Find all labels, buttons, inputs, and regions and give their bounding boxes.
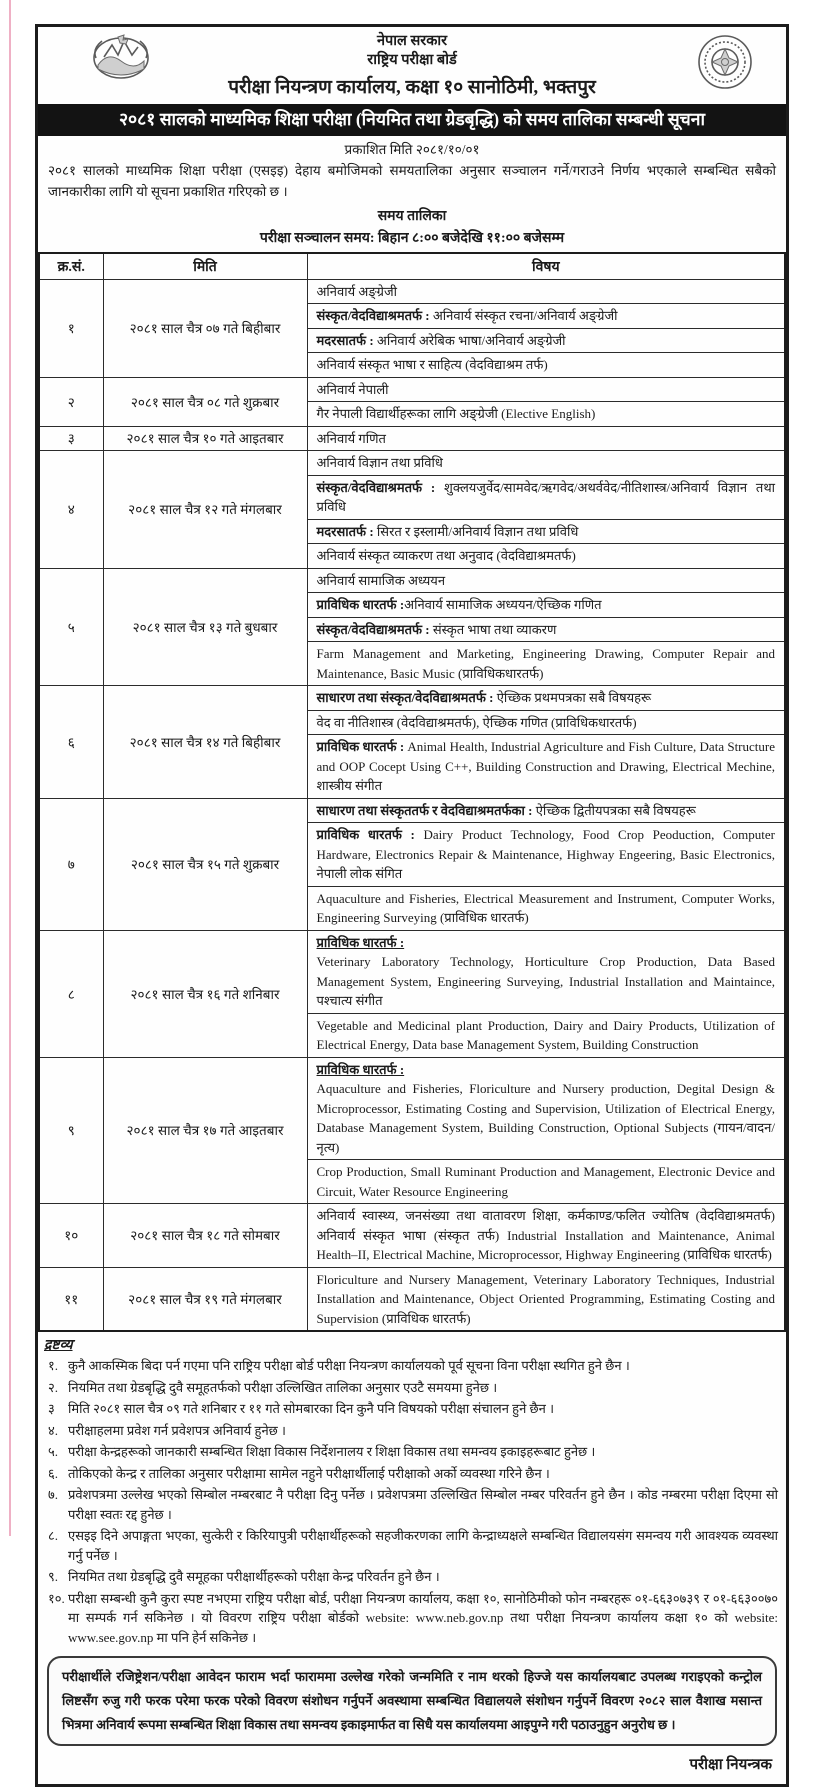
subject-cell: अनिवार्य संस्कृत व्याकरण तथा अनुवाद (वेदविद्याश्रमतर्फ) bbox=[307, 544, 785, 569]
note-text: परीक्षा केन्द्रहरूको जानकारी सम्बन्धित शिक्षा विकास निर्देशनालय र शिक्षा विकास तथा समन्वय इकाइहरूबाट हुनेछ । bbox=[68, 1444, 596, 1460]
subject-cell: गैर नेपाली विद्यार्थीहरूका लागि अङ्ग्रेजी (Elective English) bbox=[307, 402, 785, 427]
row-serial-number: ८ bbox=[39, 930, 103, 1057]
note-text: नियमित तथा ग्रेडबृद्धि दुवै समूहतर्फको परीक्षा उल्लिखित तालिका अनुसार एउटै समयमा हुनेछ । bbox=[68, 1379, 498, 1395]
neb-seal-icon bbox=[696, 33, 754, 91]
subject-stream-prefix: प्राविधिक धारतर्फ : bbox=[316, 1061, 405, 1077]
note-number: १०. bbox=[48, 1590, 65, 1606]
note-number: १. bbox=[48, 1358, 59, 1374]
note-number: ६. bbox=[48, 1465, 59, 1481]
notes-section bbox=[38, 1332, 786, 1647]
table-row bbox=[39, 1267, 785, 1331]
schedule-heading: समय तालिका bbox=[377, 208, 447, 224]
subject-cell: वेद वा नीतिशास्त्र (वेदविद्याश्रमतर्फ), ऐच्छिक गणित (प्राविधिकधारतर्फ) bbox=[307, 710, 785, 735]
subject-stream-prefix: संस्कृत/वेदविद्याश्रमतर्फ : bbox=[316, 621, 433, 637]
table-row bbox=[39, 798, 785, 823]
header-lines bbox=[108, 32, 716, 99]
subject-cell: अनिवार्य सामाजिक अध्ययन bbox=[307, 568, 785, 593]
col-header-serial: क्र.सं. bbox=[39, 253, 103, 280]
government-line: नेपाल सरकार bbox=[376, 33, 448, 49]
table-row bbox=[39, 930, 785, 1013]
row-serial-number: ९ bbox=[39, 1057, 103, 1204]
note-item bbox=[44, 1399, 778, 1419]
note-number: ७. bbox=[48, 1487, 59, 1503]
note-number: २. bbox=[48, 1379, 59, 1395]
row-serial-number: ६ bbox=[39, 686, 103, 799]
subject-cell: Farm Management and Marketing, Engineering Drawing, Computer Repair and Maintenance, Basic Music (प्राविधिकधारतर्फ) bbox=[307, 642, 785, 686]
exam-date: २०८१ साल चैत्र १८ गते सोमबार bbox=[103, 1204, 307, 1268]
note-number: ३ bbox=[48, 1401, 55, 1417]
subject-cell: प्राविधिक धारतर्फ : Animal Health, Industrial Agriculture and Fish Culture, Data Structure and OOP Cocept Using C++, Building Construction and Drawing, Electrical Mechine, शास्त्रीय संगीत bbox=[307, 735, 785, 799]
table-row bbox=[39, 451, 785, 476]
subject-stream-prefix: मदरसातर्फ : bbox=[316, 332, 377, 348]
exam-date: २०८१ साल चैत्र १५ गते शुक्रबार bbox=[103, 798, 307, 930]
table-row bbox=[39, 279, 785, 304]
col-header-subject: विषय bbox=[307, 253, 785, 280]
note-text: नियमित तथा ग्रेडबृद्धि दुवै समूहका परीक्षार्थीहरूको परीक्षा केन्द्र परिवर्तन हुने छैन । bbox=[68, 1569, 440, 1585]
note-text: कुनै आकस्मिक बिदा पर्न गएमा पनि राष्ट्रिय परीक्षा बोर्ड परीक्षा नियन्त्रण कार्यालयको पूर्व सूचना विना परीक्षा स्थगित हुने छैन । bbox=[68, 1358, 630, 1374]
exam-controller-signature: परीक्षा नियन्त्रक bbox=[689, 1757, 772, 1774]
subject-stream-prefix: प्राविधिक धारतर्फ : bbox=[316, 739, 408, 755]
table-row bbox=[39, 1204, 785, 1268]
correction-request-box: परीक्षार्थीले रजिष्ट्रेशन/परीक्षा आवेदन फाराम भर्दा फाराममा उल्लेख गरेको जन्ममिति र नाम थरको हिज्जे यस कार्यालयबाट उपलब्ध गराइएको कन्ट्रोल लिष्टसँग रुजु गरी फरक परेमा फरक परेको विवरण संशोधन गर्नुपर्ने अवस्थामा सम्बन्धित विद्यालयले संशोधन गर्नुपर्ने विवरण २०८२ साल वैशाख मसान्त भित्रमा अनिवार्य रूपमा सम्बन्धित शिक्षा विकास तथा समन्वय इकाइमार्फत वा सिधै यस कार्यालयमा आइपुग्ने गरी पठाउनुहुन अनुरोध छ । bbox=[47, 1656, 777, 1746]
note-item bbox=[44, 1464, 778, 1484]
subject-cell: संस्कृत/वेदविद्याश्रमतर्फ : शुक्लयजुर्वेद/सामवेद/ऋगवेद/अथर्ववेद/नीतिशास्त्र/अनिवार्य विज्ञान तथा प्रविधि bbox=[307, 475, 785, 519]
note-text: तोकिएको केन्द्र र तालिका अनुसार परीक्षामा सामेल नहुने परीक्षार्थीलाई परीक्षाको अर्को व्यवस्था गरिने छैन । bbox=[68, 1465, 550, 1481]
row-serial-number: ११ bbox=[39, 1267, 103, 1331]
table-row bbox=[39, 686, 785, 711]
table-row bbox=[39, 377, 785, 402]
subject-stream-prefix: मदरसातर्फ : bbox=[316, 523, 377, 539]
note-item bbox=[44, 1567, 778, 1587]
subject-cell: प्राविधिक धारतर्फ : Dairy Product Technology, Food Crop Peoduction, Computer Hardware, Electronics Repair & Maintenance, Highway Engeering, Basic Electronics, नेपाली लोक संगित bbox=[307, 823, 785, 887]
exam-date: २०८१ साल चैत्र ०८ गते शुक्रबार bbox=[103, 377, 307, 426]
note-number: ५. bbox=[48, 1444, 59, 1460]
row-serial-number: २ bbox=[39, 377, 103, 426]
exam-date: २०८१ साल चैत्र १० गते आइतबार bbox=[103, 426, 307, 451]
note-text: परीक्षाहलमा प्रवेश गर्न प्रवेशपत्र अनिवार्य हुनेछ । bbox=[68, 1422, 286, 1438]
subject-cell: मदरसातर्फ : अनिवार्य अरेबिक भाषा/अनिवार्य अङ्ग्रेजी bbox=[307, 328, 785, 353]
exam-date: २०८१ साल चैत्र १४ गते बिहीबार bbox=[103, 686, 307, 799]
note-number: ४. bbox=[48, 1422, 59, 1438]
row-serial-number: १ bbox=[39, 279, 103, 377]
office-line: परीक्षा नियन्त्रण कार्यालय, कक्षा १० सानोठिमी, भक्तपुर bbox=[228, 76, 596, 98]
exam-date: २०८१ साल चैत्र १३ गते बुधबार bbox=[103, 568, 307, 686]
row-serial-number: ५ bbox=[39, 568, 103, 686]
subject-cell: प्राविधिक धारतर्फ :अनिवार्य सामाजिक अध्ययन/ऐच्छिक गणित bbox=[307, 593, 785, 618]
row-serial-number: १० bbox=[39, 1204, 103, 1268]
exam-date: २०८१ साल चैत्र १७ गते आइतबार bbox=[103, 1057, 307, 1204]
exam-date: २०८१ साल चैत्र १६ गते शनिबार bbox=[103, 930, 307, 1057]
subject-cell: साधारण तथा संस्कृततर्फ र वेदविद्याश्रमतर्फका : ऐच्छिक द्वितीयपत्रका सबै विषयहरू bbox=[307, 798, 785, 823]
subject-stream-prefix: साधारण तथा संस्कृततर्फ र वेदविद्याश्रमतर्फका : bbox=[316, 802, 536, 818]
subject-cell: संस्कृत/वेदविद्याश्रमतर्फ : संस्कृत भाषा तथा व्याकरण bbox=[307, 617, 785, 642]
note-item bbox=[44, 1356, 778, 1376]
exam-date: २०८१ साल चैत्र ०७ गते बिहीबार bbox=[103, 279, 307, 377]
subject-cell: अनिवार्य स्वास्थ्य, जनसंख्या तथा वातावरण शिक्षा, कर्मकाण्ड/फलित ज्योतिष (वेदविद्याश्रमतर्फ) अनिवार्य संस्कृत भाषा (संस्कृत तर्फ) Industrial Installation and Maintenance, Animal Health–II, Electrical Machine, Microprocessor, Highway Engineering (प्राविधिक धारतर्फ) bbox=[307, 1204, 785, 1268]
row-serial-number: ७ bbox=[39, 798, 103, 930]
subject-cell: Aquaculture and Fisheries, Electrical Measurement and Instrument, Computer Works, Engineering Surveying (प्राविधिक धारतर्फ) bbox=[307, 886, 785, 930]
note-text: परीक्षा सम्बन्धी कुनै कुरा स्पष्ट नभएमा राष्ट्रिय परीक्षा बोर्ड, परीक्षा नियन्त्रण कार्यालय, कक्षा १०, सानोठिमीको फोन नम्बरहरू ०१-६६३०७३९ र ०१-६६३००७० मा सम्पर्क गर्न सकिनेछ । यो विवरण राष्ट्रिय परीक्षा बोर्डको website: www.neb.gov.np तथा परीक्षा नियन्त्रण कार्यालय कक्षा १० को website: www.see.gov.np मा पनि हेर्न सकिनेछ । bbox=[68, 1590, 778, 1645]
subject-cell: अनिवार्य गणित bbox=[307, 426, 785, 451]
nepal-government-emblem-icon bbox=[90, 31, 152, 83]
subject-cell: Vegetable and Medicinal plant Production, Dairy and Dairy Products, Utilization of Electrical Energy, Data base Management System, Building Construction bbox=[307, 1013, 785, 1057]
note-text: प्रवेशपत्रमा उल्लेख भएको सिम्बोल नम्बरबाट नै परीक्षा दिनु पर्नेछ । प्रवेशपत्रमा उल्लिखित सिम्बोल नम्बर परिवर्तन हुने छैन । कोड नम्बरमा परीक्षा दिएमा सो परीक्षा स्वतः रद्द हुनेछ । bbox=[68, 1487, 778, 1522]
exam-schedule-table bbox=[38, 252, 786, 1333]
scan-edge-line bbox=[9, 0, 11, 1536]
subject-cell: अनिवार्य अङ्ग्रेजी bbox=[307, 279, 785, 304]
notice-title-bar: २०८१ सालको माध्यमिक शिक्षा परीक्षा (नियमित तथा ग्रेडबृद्धि) को समय तालिका सम्बन्धी सूचना bbox=[38, 104, 786, 136]
note-text: एसइइ दिने अपाङ्गता भएका, सुत्केरी र किरियापुत्री परीक्षार्थीहरूको सहजीकरणका लागि केन्द्राध्यक्षले सम्बन्धित विद्यालयसंग समन्वय गरी आवश्यक व्यवस्था गर्नु पर्नेछ । bbox=[68, 1528, 778, 1563]
table-row bbox=[39, 1057, 785, 1160]
subject-cell: प्राविधिक धारतर्फ : Veterinary Laboratory Technology, Horticulture Crop Production, Data Based Management System, Engineering Surveying, Industrial Installation and Maintaince, पश्चात्य संगीत bbox=[307, 930, 785, 1013]
subject-stream-prefix: प्राविधिक धारतर्फ : bbox=[316, 934, 405, 950]
intro-paragraph: २०८१ सालको माध्यमिक शिक्षा परीक्षा (एसइइ) देहाय बमोजिमको समयतालिका अनुसार सञ्चालन गर्ने/गराउने निर्णय भएकाले सम्बन्धित सबैको जानकारीका लागि यो सूचना प्रकाशित गरिएको छ । bbox=[48, 162, 776, 199]
note-item bbox=[44, 1442, 778, 1462]
note-text: मिति २०८१ साल चैत्र ०९ गते शनिबार र ११ गते सोमबारका दिन कुनै पनि विषयको परीक्षा संचालन हुने छैन । bbox=[68, 1401, 555, 1417]
subject-stream-prefix: संस्कृत/वेदविद्याश्रमतर्फ : bbox=[316, 479, 445, 495]
note-number: ८. bbox=[48, 1528, 59, 1544]
subject-cell: मदरसातर्फ : सिरत र इस्लामी/अनिवार्य विज्ञान तथा प्रविधि bbox=[307, 519, 785, 544]
subject-cell: प्राविधिक धारतर्फ : Aquaculture and Fisheries, Floriculture and Nursery production, Degital Design & Microprocessor, Estimating Costing and Supervision, Utilization of Electrical Energy, Database Management System, Building Construction, Optional Subjects (गायन/वादन/नृत्य) bbox=[307, 1057, 785, 1160]
notice-header bbox=[38, 27, 786, 102]
subject-stream-prefix: साधारण तथा संस्कृत/वेदविद्याश्रमतर्फ : bbox=[316, 690, 497, 706]
table-row bbox=[39, 568, 785, 593]
note-item bbox=[44, 1421, 778, 1441]
subject-cell: Floriculture and Nursery Management, Veterinary Laboratory Techniques, Industrial Installation and Maintenance, Object Oriented Programming, Estimating Costing and Supervision (प्राविधिक धारतर्फ) bbox=[307, 1267, 785, 1331]
notes-list bbox=[44, 1356, 778, 1647]
notice-frame bbox=[35, 24, 789, 1787]
notes-heading: द्रष्टव्य bbox=[44, 1338, 73, 1354]
note-item bbox=[44, 1526, 778, 1565]
published-date: प्रकाशित मिति २०८१/१०/०१ bbox=[344, 141, 480, 157]
subject-cell: अनिवार्य विज्ञान तथा प्रविधि bbox=[307, 451, 785, 476]
note-number: ९. bbox=[48, 1569, 59, 1585]
table-row bbox=[39, 426, 785, 451]
subject-stream-prefix: प्राविधिक धारतर्फ : bbox=[316, 597, 405, 613]
exam-date: २०८१ साल चैत्र १९ गते मंगलबार bbox=[103, 1267, 307, 1331]
note-item bbox=[44, 1378, 778, 1398]
row-serial-number: ३ bbox=[39, 426, 103, 451]
subject-stream-prefix: संस्कृत/वेदविद्याश्रमतर्फ : bbox=[316, 308, 433, 324]
subject-cell: अनिवार्य नेपाली bbox=[307, 377, 785, 402]
subject-cell: अनिवार्य संस्कृत भाषा र साहित्य (वेदविद्याश्रम तर्फ) bbox=[307, 353, 785, 378]
subject-stream-prefix: प्राविधिक धारतर्फ : bbox=[316, 827, 424, 843]
exam-time-line: परीक्षा सञ्चालन समय: बिहान ८:०० बजेदेखि ११:०० बजेसम्म bbox=[259, 231, 565, 247]
note-item bbox=[44, 1589, 778, 1648]
board-line: राष्ट्रिय परीक्षा बोर्ड bbox=[367, 51, 457, 68]
subject-cell: साधारण तथा संस्कृत/वेदविद्याश्रमतर्फ : ऐच्छिक प्रथमपत्रका सबै विषयहरू bbox=[307, 686, 785, 711]
row-serial-number: ४ bbox=[39, 451, 103, 569]
exam-date: २०८१ साल चैत्र १२ गते मंगलबार bbox=[103, 451, 307, 569]
table-header-row bbox=[39, 253, 785, 280]
col-header-date: मिति bbox=[103, 253, 307, 280]
subject-cell: Crop Production, Small Ruminant Production and Management, Electronic Device and Circuit, Water Resource Engineering bbox=[307, 1160, 785, 1204]
note-item bbox=[44, 1485, 778, 1524]
subject-cell: संस्कृत/वेदविद्याश्रमतर्फ : अनिवार्य संस्कृत रचना/अनिवार्य अङ्ग्रेजी bbox=[307, 304, 785, 329]
